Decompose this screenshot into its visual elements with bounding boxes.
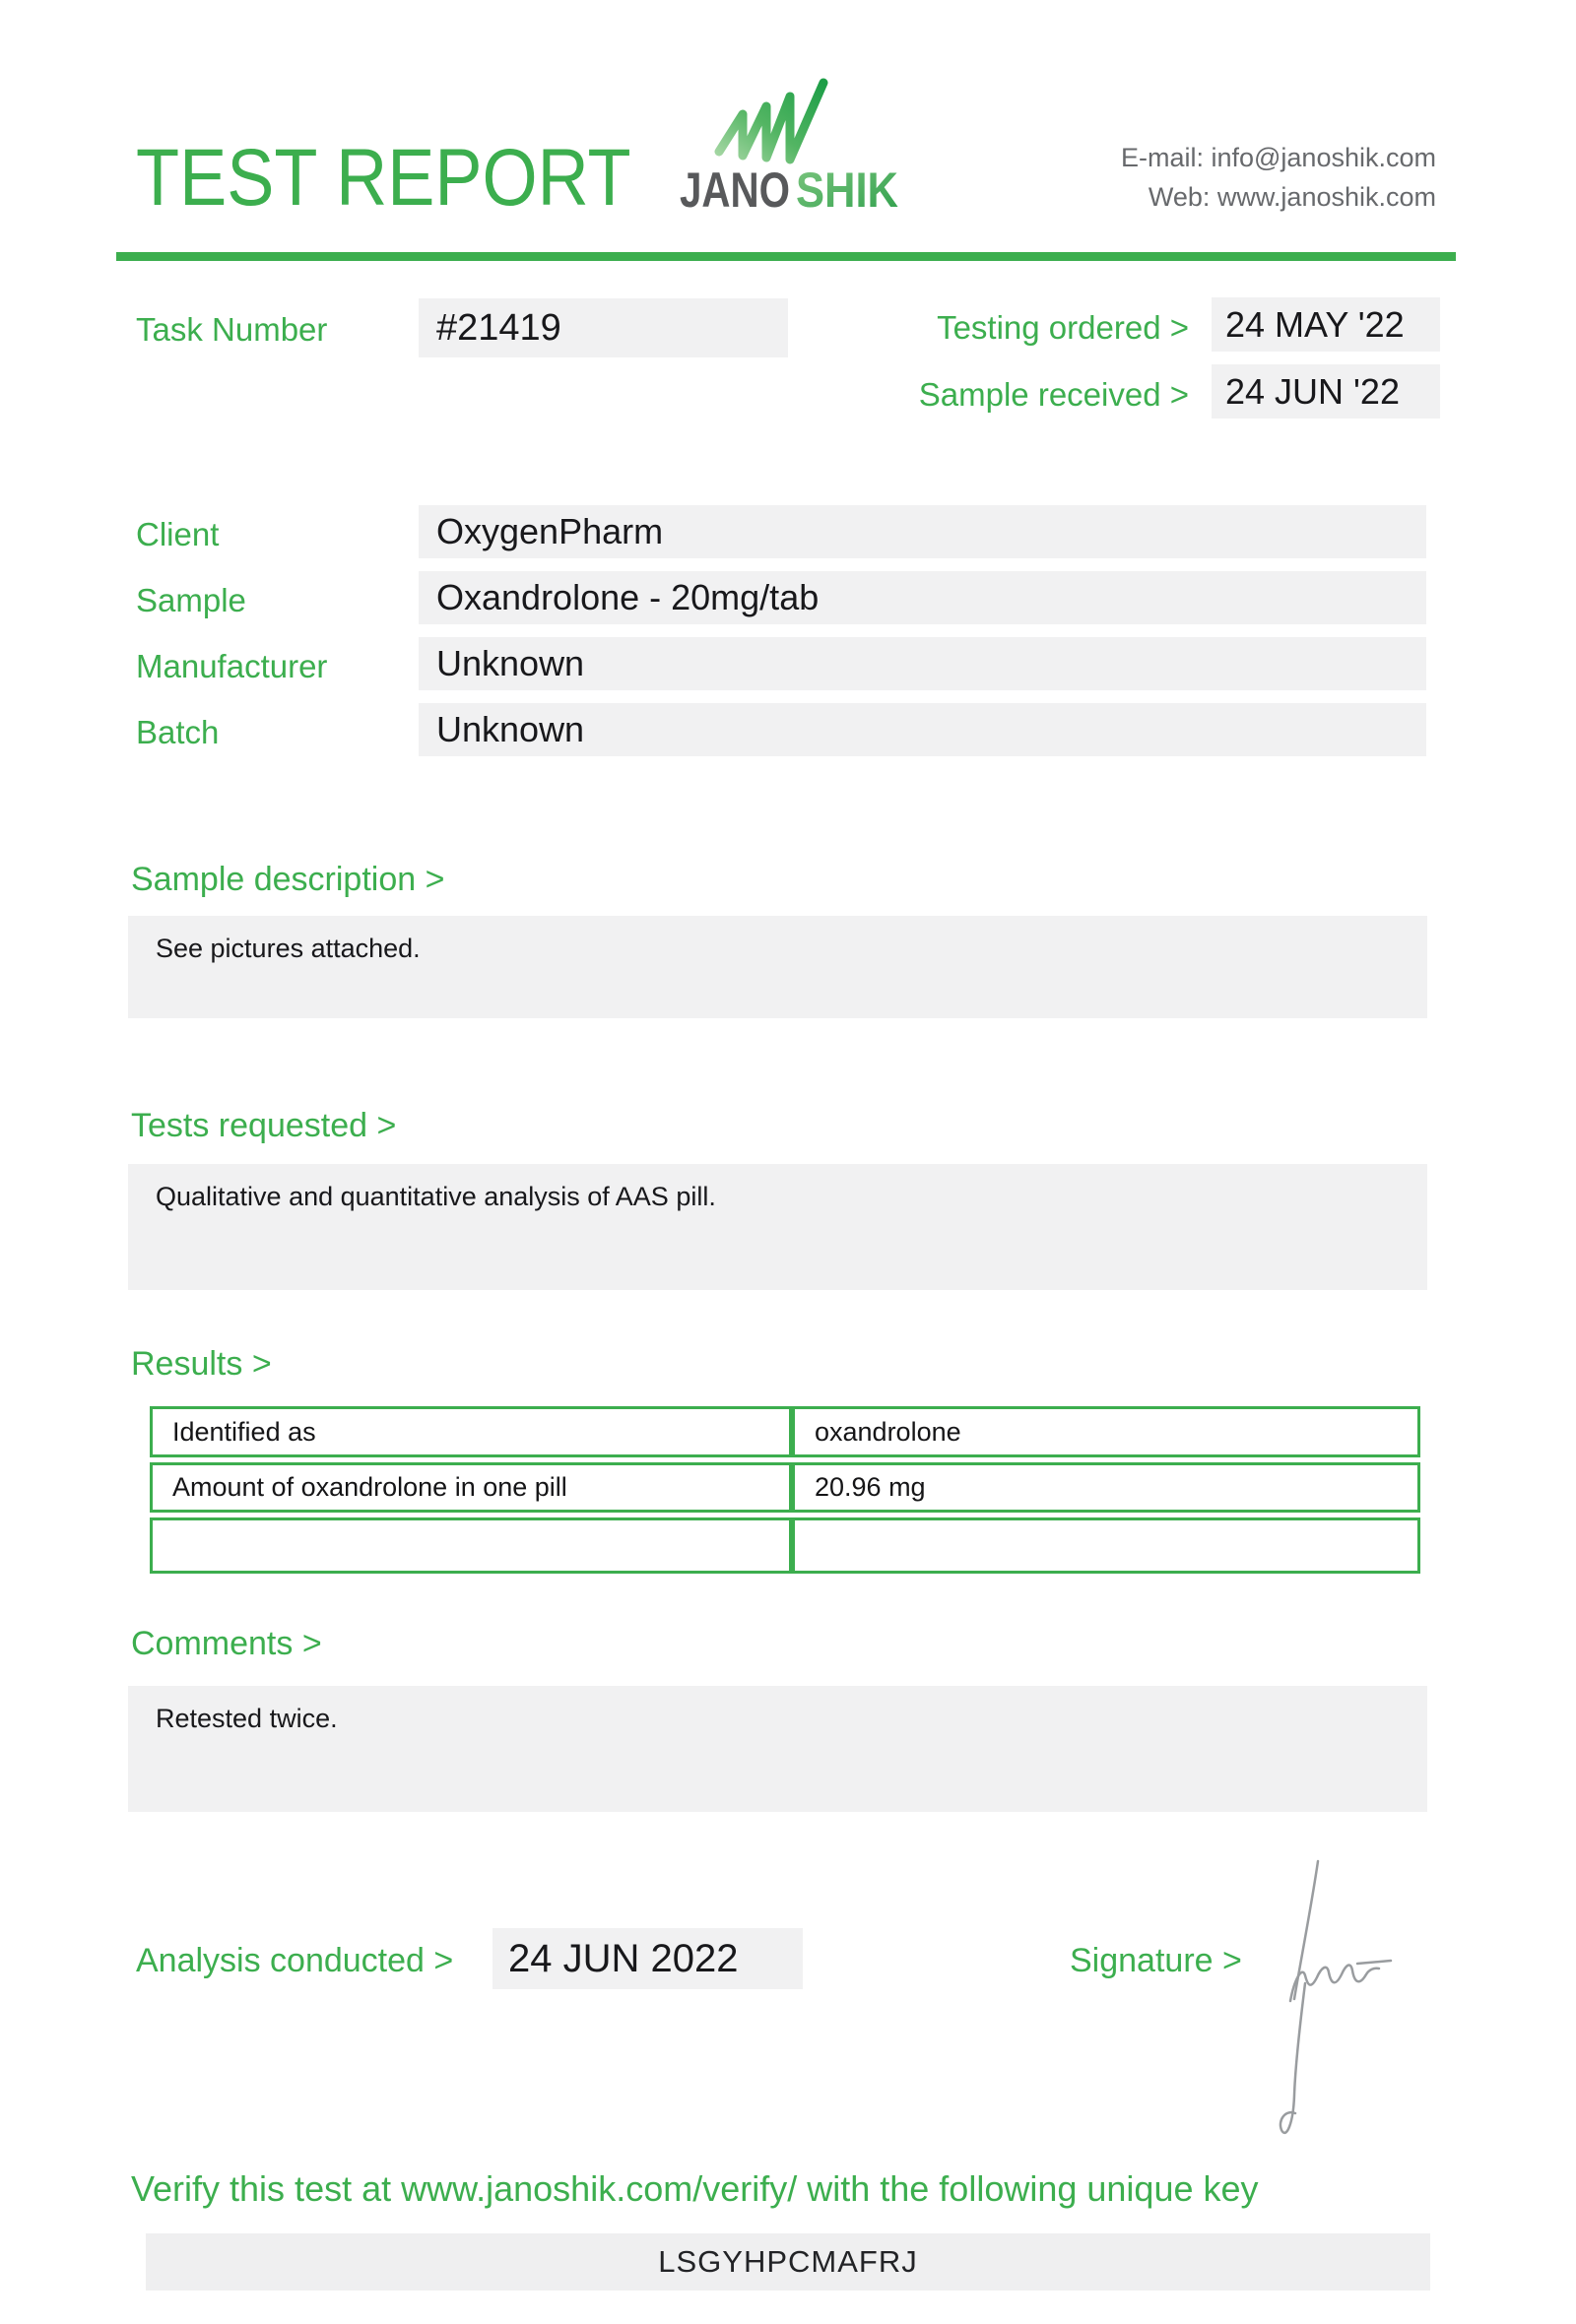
analysis-date-value: 24 JUN 2022 (492, 1928, 803, 1989)
verify-key: LSGYHPCMAFRJ (146, 2233, 1430, 2291)
table-cell (792, 1517, 1420, 1574)
table-cell: oxandrolone (792, 1406, 1420, 1457)
comments-heading: Comments > (131, 1625, 322, 1662)
brand-name-left: JANO (680, 162, 790, 217)
manufacturer-label: Manufacturer (136, 648, 328, 684)
table-cell: Amount of oxandrolone in one pill (150, 1462, 792, 1513)
sample-label: Sample (136, 582, 246, 618)
client-value: OxygenPharm (419, 505, 1426, 558)
brand-name-right: SHIK (796, 162, 898, 217)
header-divider (116, 252, 1456, 261)
table-cell (150, 1517, 792, 1574)
sample-description-text: See pictures attached. (128, 916, 1427, 1018)
batch-value: Unknown (419, 703, 1426, 756)
sample-received-value: 24 JUN '22 (1212, 364, 1440, 419)
brand-logo (678, 71, 904, 217)
testing-ordered-value: 24 MAY '22 (1212, 297, 1440, 352)
table-cell: 20.96 mg (792, 1462, 1420, 1513)
table-cell: Identified as (150, 1406, 792, 1457)
testing-ordered-label: Testing ordered > (937, 309, 1189, 346)
sample-value: Oxandrolone - 20mg/tab (419, 571, 1426, 624)
client-label: Client (136, 516, 220, 552)
chart-growth-icon (719, 83, 823, 160)
tests-requested-text: Qualitative and quantitative analysis of AAS pill. (128, 1164, 1427, 1290)
manufacturer-value: Unknown (419, 637, 1426, 690)
batch-label: Batch (136, 714, 220, 750)
signature-label: Signature > (1070, 1942, 1242, 1979)
sample-description-heading: Sample description > (131, 861, 445, 898)
results-table (150, 1406, 1420, 1574)
analysis-conducted-label: Analysis conducted > (136, 1942, 454, 1979)
task-number-label: Task Number (136, 311, 328, 348)
task-number-value: #21419 (419, 298, 788, 357)
brand-email: E-mail: info@janoshik.com (1120, 143, 1436, 172)
results-heading: Results > (131, 1345, 272, 1383)
comments-text: Retested twice. (128, 1686, 1427, 1812)
tests-requested-heading: Tests requested > (131, 1107, 397, 1144)
page-title: TEST REPORT (136, 133, 631, 223)
sample-received-label: Sample received > (918, 376, 1189, 413)
signature-image (1261, 1843, 1458, 2159)
contact-block (1121, 138, 1436, 217)
brand-web: Web: www.janoshik.com (1148, 182, 1436, 212)
verify-instruction: Verify this test at www.janoshik.com/verify/ with the following unique key (131, 2168, 1259, 2209)
